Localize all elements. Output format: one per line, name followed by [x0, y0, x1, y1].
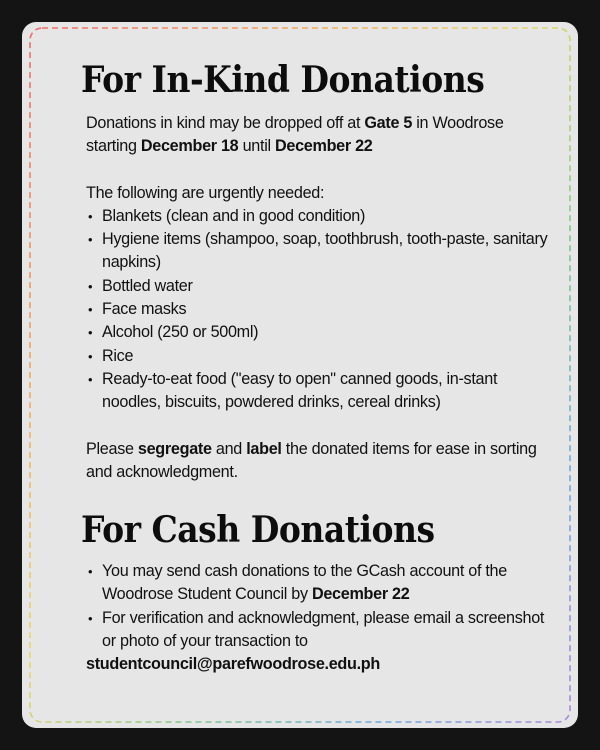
list-item: • Face masks — [86, 298, 556, 321]
list-item: • Hygiene items (shampoo, soap, toothbrush, tooth-paste, sanitary napkins) — [86, 228, 556, 275]
end-date: December 22 — [274, 137, 373, 156]
needed-items-list — [86, 205, 556, 415]
list-item: • Rice — [86, 345, 556, 368]
segregate-note — [86, 438, 556, 485]
content — [81, 58, 556, 677]
note-text-1: Please — [86, 439, 138, 458]
in-kind-title: For In-Kind Donations — [81, 58, 485, 101]
gate-label: Gate 5 — [364, 114, 413, 132]
intro-text-3: until — [238, 137, 275, 156]
note-text-2: and — [211, 439, 247, 458]
needed-heading: The following are urgently needed: — [86, 183, 325, 202]
cash-title: For Cash Donations — [81, 508, 435, 552]
contact-email — [86, 653, 556, 676]
list-item: • Blankets (clean and in good condition) — [86, 205, 556, 228]
email-address: studentcouncil@parefwoodrose.edu.ph — [86, 655, 380, 674]
list-item: • Alcohol (250 or 500ml) — [86, 321, 556, 344]
list-item — [86, 560, 556, 607]
label-word: label — [246, 439, 282, 458]
donation-card — [22, 22, 578, 728]
in-kind-intro — [86, 112, 556, 159]
start-date: December 18 — [140, 137, 239, 156]
note-text-3: the donated items for ease in sorting and acknowledgment. — [86, 439, 537, 481]
intro-text-1: Donations in kind may be dropped off at — [86, 114, 365, 132]
cash-item-1-text: You may send cash donations to the GCash account of the Woodrose Student Council by — [102, 562, 507, 604]
cash-item-2-text: For verification and acknowledgment, please email a screenshot or photo of your transaction to — [102, 608, 545, 651]
cash-items-list — [86, 560, 556, 653]
list-item: • Ready-to-eat food ("easy to open" canned goods, in-stant noodles, biscuits, powdered drinks, cereal drinks) — [86, 368, 556, 415]
intro-text-2: in Woodrose starting — [86, 114, 504, 156]
cash-deadline: December 22 — [311, 585, 410, 604]
list-item — [86, 607, 556, 654]
segregate-word: segregate — [137, 439, 212, 458]
list-item: • Bottled water — [86, 275, 556, 298]
